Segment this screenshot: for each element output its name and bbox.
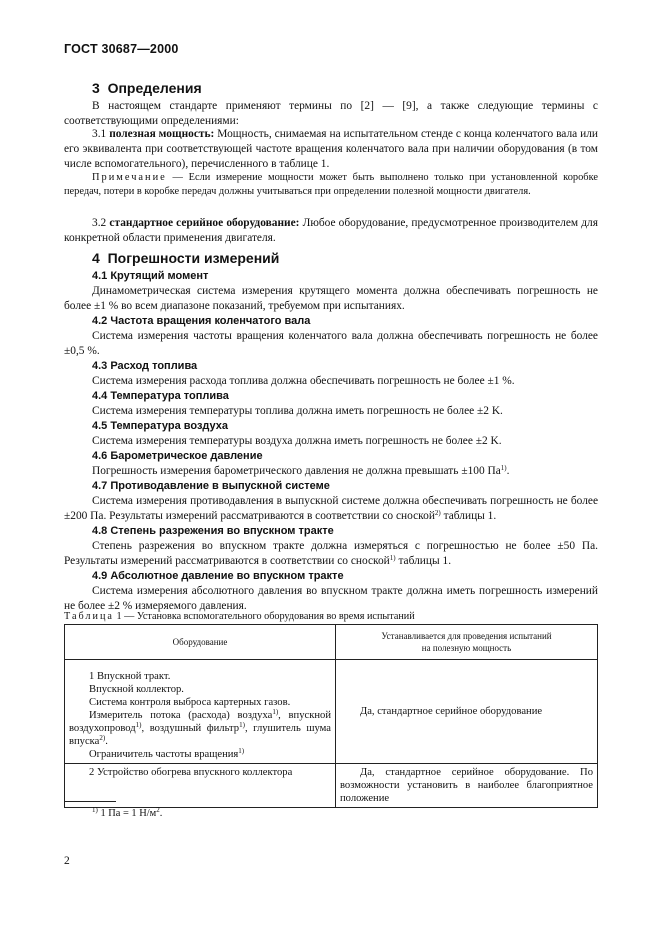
item-4-5-text: Система измерения температуры воздуха должна иметь погрешность не более ±2 K. [92, 435, 502, 447]
row-1-line-1: 1 Впускной тракт. [89, 671, 171, 682]
section-3-number: 3 [92, 80, 100, 96]
item-4-7-paragraph [64, 494, 598, 524]
definition-3-1-text: Мощность, снимаемая на испытательном стенде с конца коленчатого вала или его эквивалента при соответствующей частоте вращения коленчатого вала при наличии оборудования (в том числе вспомогательного), перечисленного в таблице 1. [64, 128, 598, 170]
section-3-title [92, 80, 202, 96]
item-4-5-title: 4.5 Температура воздуха [92, 420, 229, 432]
table-header-installed [336, 625, 598, 660]
definition-3-1-term: полезная мощность: [109, 128, 215, 140]
item-4-1-title: 4.1 Крутящий момент [92, 270, 209, 282]
row-1-speed-limiter: Ограничитель частоты вращения [89, 749, 239, 760]
section-4-body [64, 269, 598, 614]
section-3-intro: В настоящем стандарте применяют термины по [2] — [9], а также следующие термины с соответствующими определениями: [64, 100, 598, 127]
section-4-title [92, 250, 279, 266]
row-1-air-meter: Измеритель потока (расхода) воздуха [89, 710, 273, 721]
item-4-7-text: Система измерения противодавления в выпускной системе должна обеспечивать погрешность не более ±200 Па. Результаты измерений рассматриваются в соответствии со сноской [64, 495, 598, 522]
row-1-line-5 [69, 748, 331, 761]
item-4-9-text: Система измерения абсолютного давления во впускном тракте должна иметь погрешность измерений не более ±2 % измеряемого давления. [64, 585, 598, 612]
row-1-sup-3: 1) [239, 721, 245, 729]
row-1-sup-2: 1) [135, 721, 142, 729]
footnote-tail: . [159, 808, 163, 819]
note-label: Примечание [92, 172, 167, 183]
footnote-exponent: 2 [156, 806, 160, 814]
item-4-8-paragraph [64, 539, 598, 569]
section-4-heading: Погрешности измерений [107, 250, 280, 266]
note-block [64, 171, 598, 198]
definition-3-2-term: стандартное серийное оборудование: [109, 217, 300, 229]
item-4-6-title: 4.6 Барометрическое давление [92, 450, 263, 462]
row-1-sup-4: 2) [99, 734, 106, 742]
table-header-installed-line2: на полезную мощность [421, 643, 512, 653]
item-4-4-text: Система измерения температуры топлива должна иметь погрешность не более ±2 K. [92, 405, 503, 417]
item-4-6-footnote-ref: 1) [500, 464, 507, 472]
item-4-8-text: Степень разрежения во впускном тракте должна измеряться с погрешностью не более ±50 Па. Результаты измерений рассматриваются в соответствии со сноской [64, 540, 598, 567]
table-header-equipment: Оборудование [65, 625, 336, 660]
table-row-2-value: Да, стандартное серийное оборудование. По возможности установить в наиболее благоприятное положение [336, 764, 598, 808]
row-1-air-filter: , воздушный фильтр [141, 723, 240, 734]
table-header-row [65, 625, 598, 660]
document-header: ГОСТ 30687—2000 [64, 42, 179, 56]
table-header-installed-line1: Устанавливается для проведения испытаний [381, 631, 552, 641]
item-4-6-tail: . [506, 465, 510, 477]
row-1-line-2: Впускной коллектор. [89, 684, 184, 695]
table-row-2-equipment: 2 Устройство обогрева впускного коллектора [65, 764, 336, 808]
item-4-8-footnote-ref: 1) [389, 554, 396, 562]
row-1-silencer: , глушитель шума впуска [69, 723, 331, 747]
footnote-divider [64, 801, 116, 802]
item-4-1-text: Динамометрическая система измерения крутящего момента должна обеспечивать погрешность не более ±1 % во всем диапазоне показаний, требуемом при испытаниях. [64, 285, 598, 312]
row-1-line-4-end: . [105, 736, 108, 747]
item-4-6-text: Погрешность измерения барометрического давления не должна превышать ±100 Па [92, 465, 501, 477]
table-1-caption-text: 1 — Установка вспомогательного оборудования во время испытаний [116, 611, 415, 622]
item-4-7-footnote-ref: 2) [434, 509, 441, 517]
row-1-air-duct: , впускной воздухопровод [69, 710, 331, 734]
note-text: — Если измерение мощности может быть выполнено только при установленной коробке передач, потери в коробке передач должны учитываться при определении полезной мощности двигателя. [64, 172, 598, 197]
definition-3-2 [64, 216, 598, 246]
table-1-caption-label: Таблица [64, 611, 114, 622]
section-3-heading: Определения [107, 80, 202, 96]
row-1-sup-1: 1) [272, 708, 279, 716]
table-row [65, 764, 598, 808]
definition-3-1-number: 3.1 [92, 128, 107, 140]
page-number: 2 [64, 855, 70, 867]
item-4-3-title: 4.3 Расход топлива [92, 360, 198, 372]
item-4-8-tail: таблицы 1. [395, 555, 452, 567]
item-4-2-text: Система измерения частоты вращения коленчатого вала должна обеспечивать погрешность не более ±0,5 %. [64, 330, 598, 357]
item-4-8-title: 4.8 Степень разрежения во впускном тракте [92, 525, 334, 537]
definition-3-2-number: 3.2 [92, 217, 107, 229]
item-4-2-title: 4.2 Частота вращения коленчатого вала [92, 315, 311, 327]
table-row-1-equipment [65, 660, 336, 764]
row-1-sup-5: 1) [238, 747, 245, 755]
item-4-3-text: Система измерения расхода топлива должна обеспечивать погрешность не более ±1 %. [92, 375, 515, 387]
footnote [92, 808, 162, 819]
table-row [65, 660, 598, 764]
table-row-1-value: Да, стандартное серийное оборудование [336, 660, 598, 764]
item-4-4-title: 4.4 Температура топлива [92, 390, 229, 402]
item-4-7-title: 4.7 Противодавление в выпускной системе [92, 480, 330, 492]
item-4-9-title: 4.9 Абсолютное давление во впускном тракте [92, 570, 344, 582]
definition-3-2-text: Любое оборудование, предусмотренное производителем для конкретной области применения двигателя. [64, 217, 598, 244]
section-4-number: 4 [92, 250, 100, 266]
definition-3-1 [64, 127, 598, 172]
row-1-line-3: Система контроля выброса картерных газов. [89, 697, 291, 708]
row-1-line-4 [69, 709, 331, 748]
item-4-6-paragraph [64, 464, 598, 479]
footnote-mark: 1) [92, 806, 98, 814]
footnote-text: 1 Па = 1 Н/м [100, 808, 157, 819]
item-4-7-tail: таблицы 1. [440, 510, 497, 522]
table-1-caption [64, 611, 415, 622]
table-1 [64, 624, 598, 808]
